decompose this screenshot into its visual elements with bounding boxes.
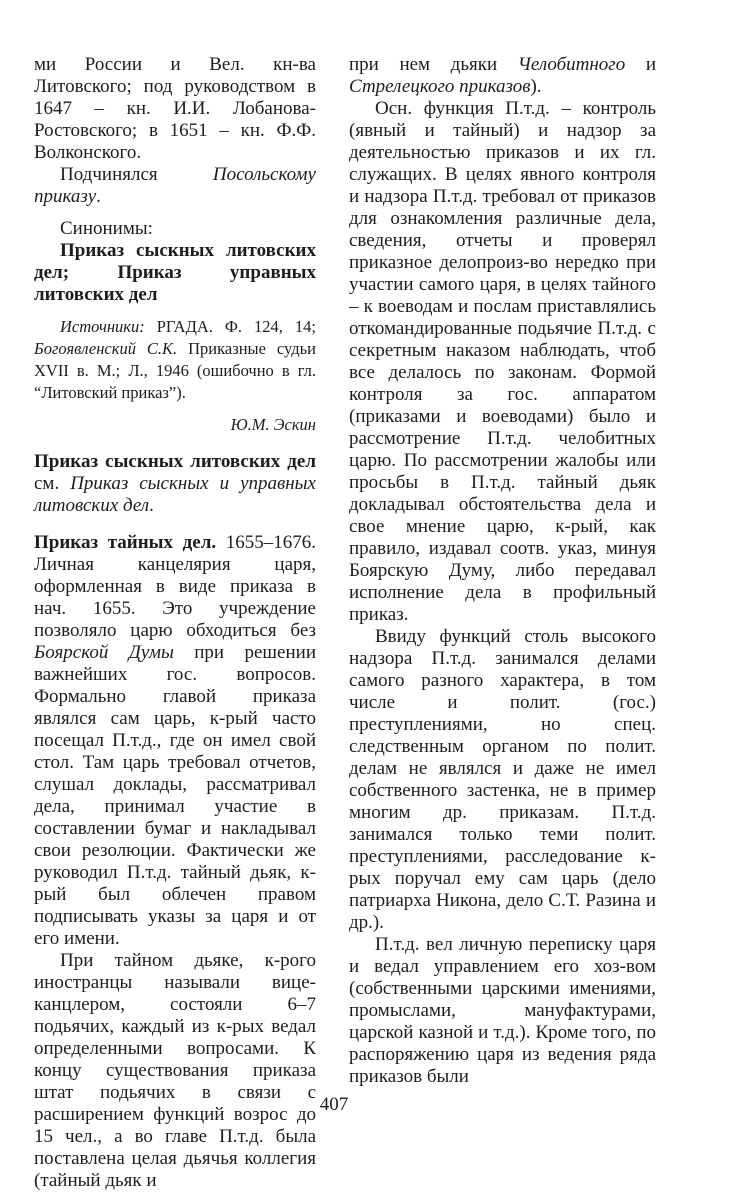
- text-segment: ).: [530, 76, 542, 97]
- right-text-column: [349, 54, 656, 1088]
- text-block: [349, 934, 656, 1088]
- text-segment: Стрелецкого приказов: [349, 76, 531, 97]
- text-segment: Приказ сыскных литовских дел; Приказ управных литовских дел: [34, 240, 316, 305]
- text-block: [34, 54, 316, 164]
- text-segment: Приказ сыскных и управных литовских дел: [34, 473, 316, 516]
- text-block: [34, 414, 316, 436]
- text-segment: ми России и Вел. кн-ва Литовского; под руководством в 1647 – кн. И.И. Лобанова-Ростовского; в 1651 – кн. Ф.Ф. Волконского.: [34, 54, 316, 163]
- text-block: [349, 98, 656, 626]
- text-segment: РГАДА. Ф. 124, 14;: [144, 317, 316, 336]
- text-block: [34, 532, 316, 950]
- text-segment: Синонимы:: [60, 218, 153, 239]
- text-segment: При тайном дьяке, к-рого иностранцы называли вице-канцлером, состояли 6–7 подьячих, каждый из к-рых ведал определенными вопросами. К концу существования приказа штат подьячих в связи с расширением функций возрос до 15 чел., а во главе П.т.д. была поставлена целая дьячья коллегия (тайный дьяк и: [34, 950, 316, 1191]
- text-segment: Ввиду функций столь высокого надзора П.т.д. занимался делами самого разного характера, в том числе и полит. (гос.) преступлениями, но спец. следственным органом по полит. делам не являлся и даже не имел собственного застенка, не в пример многим др. приказам. П.т.д. занимался только теми полит. преступлениями, расследование к-рых поручал ему сам царь (дело патриарха Никона, дело С.Т. Разина и др.).: [349, 626, 656, 933]
- text-segment: Осн. функция П.т.д. – контроль (явный и тайный) и надзор за деятельностью приказов и их гл. служащих. В целях явного контроля и надзора П.т.д. требовал от приказов для ознакомления различные дела, сведения, отчеты и проверял приказное делопроиз-во нередко при участии самого царя, в целях тайного – к воеводам и послам приставлялись откомандированные подьячие П.т.д. с секретным наказом наблюдать, чтоб все делалось по законам. Формой контроля за гос. аппаратом (приказами и воеводами) было и рассмотрение П.т.д. челобитных царю. По рассмотрении жалобы или просьбы в П.т.д. тайный дьяк докладывал обстоятельства дела и свое мнение царю, к-рый, как правило, издавал соотв. указ, минуя Боярскую Думу, либо передавал исполнение дела в профильный приказ.: [349, 98, 656, 625]
- text-segment: Боярской Думы: [34, 642, 174, 663]
- text-segment: и: [625, 54, 656, 75]
- text-block: [34, 950, 316, 1192]
- text-block: [34, 164, 316, 208]
- text-segment: Богоявленский С.К.: [34, 339, 178, 358]
- text-segment: Приказ сыскных литовских дел: [34, 451, 316, 472]
- text-block: [34, 240, 316, 306]
- text-block: [34, 316, 316, 404]
- text-block: [34, 451, 316, 517]
- text-segment: Ю.М. Эскин: [230, 415, 316, 434]
- text-segment: П.т.д. вел личную переписку царя и ведал управлением его хоз-вом (собственными царскими имениями, промыслами, мануфактурами, царской казной и т.д.). Кроме того, по распоряжению царя из ведения ряда приказов были: [349, 934, 656, 1087]
- text-segment: Посольскому приказу: [34, 164, 316, 207]
- text-segment: Приказ тайных дел.: [34, 532, 217, 553]
- text-segment: .: [96, 186, 101, 207]
- text-block: [349, 626, 656, 934]
- text-segment: .: [149, 495, 154, 516]
- text-segment: при решении важнейших гос. вопросов. Формально главой приказа являлся сам царь, к-рый часто посещал П.т.д., где он имел свой стол. Там царь требовал отчетов, слушал доклады, рассматривал дела, принимал участие в составлении бумаг и накладывал свои резолюции. Фактически же руководил П.т.д. тайный дьяк, к-рый был облечен правом подписывать указы за царя и от его имени.: [34, 642, 316, 949]
- text-segment: Подчинялся: [60, 164, 213, 185]
- text-block: [349, 54, 656, 98]
- text-segment: Приказные судьи XVII в. М.; Л., 1946 (ошибочно в гл. “Литовский приказ”).: [34, 339, 316, 402]
- text-segment: при нем дьяки: [349, 54, 518, 75]
- text-block: [34, 218, 316, 240]
- text-segment: см.: [34, 473, 71, 494]
- text-segment: Челобитного: [517, 54, 626, 75]
- text-segment: 1655–1676. Личная канцелярия царя, оформленная в виде приказа в нач. 1655. Это учреждение позволяло царю обходиться без: [34, 532, 316, 641]
- text-segment: Источники:: [60, 317, 145, 336]
- left-text-column: [34, 54, 316, 1192]
- page-number: 407: [319, 1094, 349, 1115]
